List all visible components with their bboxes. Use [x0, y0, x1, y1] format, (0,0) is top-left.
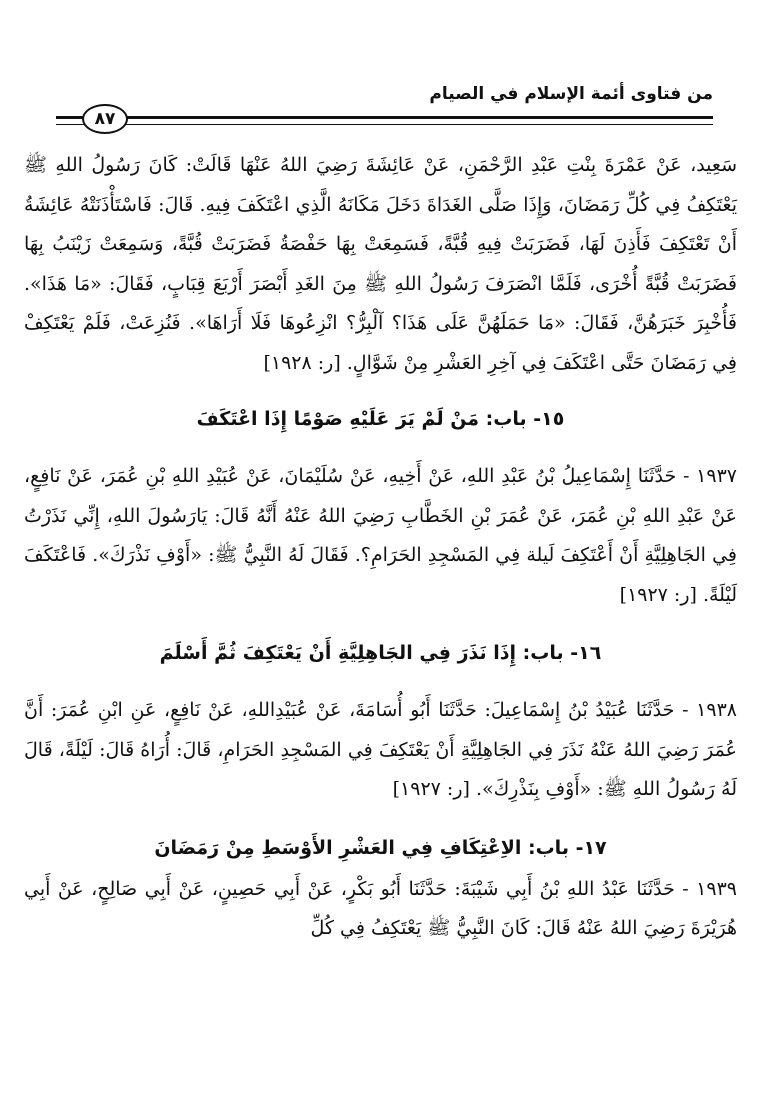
header-rule-thick — [108, 116, 713, 119]
header-rule-left-thin — [56, 124, 86, 125]
chapter-heading: ١٥- باب: مَنْ لَمْ يَرَ عَلَيْهِ صَوْمًا إِذَا اعْتَكَفَ — [196, 408, 565, 430]
header-rule-thin — [108, 124, 713, 125]
page-number-badge: ٨٧ — [82, 104, 128, 134]
hadith-paragraph: ١٩٣٧ - حَدَّثَنَا إِسْمَاعِيلُ بْنُ عَبْدِ اللهِ، عَنْ أَخِيهِ، عَنْ سُلَيْمَانَ، عَنْ عُبَيْدِ اللهِ بْنِ عُمَرَ، عَنْ نَافِعٍ، عَنْ عَبْدِ اللهِ بْنِ عُمَرَ، عَنْ عُمَرَ بْنِ الخَطَّابِ رَضِيَ اللهُ عَنْهُ أَنَّهُ قَالَ: يَارَسُولَ اللهِ، إِنِّي نَذَرْتُ فِي الجَاهِلِيَّةِ أَنْ أَعْتَكِفَ لَيلة فِي المَسْجِدِ الحَرَامِ؟. فَقَالَ لَهُ النَّبِيُّ ﷺ: «أَوْفِ نَذْرَكَ». فَاعْتَكَفَ لَيْلَةً. [ر: ١٩٢٧] — [24, 465, 737, 606]
running-header-title: من فتاوى أئمة الإسلام في الصيام — [429, 84, 713, 104]
chapter-heading: ١٧- باب: الاِعْتِكَافِ فِي العَشْرِ الأَوْسَطِ مِنْ رَمَضَانَ — [154, 836, 607, 859]
hadith-paragraph: ١٩٣٩ - حَدَّثَنَا عَبْدُ اللهِ بْنُ أَبِي شَيْبَةَ: حَدَّثَنَا أَبُو بَكْرٍ، عَنْ أَبِي حَصِينٍ، عَنْ أَبِي صَالِحٍ، عَنْ أَبِي هُرَيْرَةَ رَضِيَ اللهُ عَنْهُ قَالَ: كَانَ النَّبِيُّ ﷺ يَعْتَكِفُ فِي كُلِّ — [24, 877, 737, 939]
page-body — [24, 146, 737, 949]
chapter-heading: ١٦- باب: إِذَا نَذَرَ فِي الجَاهِلِيَّةِ أَنْ يَعْتَكِفَ ثُمَّ أَسْلَمَ — [159, 642, 602, 664]
hadith-paragraph: سَعِيد، عَنْ عَمْرَةَ بِنْتِ عَبْدِ الرَّحْمَنِ، عَنْ عَائِشَةَ رَضِيَ اللهُ عَنْهَا قَالَتْ: كَانَ رَسُولُ اللهِ ﷺ يَعْتَكِفُ فِي كُلِّ رَمَضَانَ، وَإِذَا صَلَّى الغَدَاةَ دَخَلَ مَكَانَهُ الَّذِي اعْتَكَفَ فِيهِ. قَالَ: فَاسْتَأْذَنَتْهُ عَائِشَةُ أَنْ تَعْتَكِفَ فَأَذِنَ لَهَا، فَضَرَبَتْ فِيهِ قُبَّةً، فَسَمِعَتْ بِهَا حَفْصَةُ فَضَرَبَتْ قُبَّةً، وَسَمِعَتْ زَيْنَبُ بِهَا فَضَرَبَتْ قُبَّةً أُخْرَى، فَلَمَّا انْصَرَفَ رَسُولُ اللهِ ﷺ مِنَ الغَدِ أَبْصَرَ أَرْبَعَ قِبَابٍ، فَقَالَ: «مَا هَذَا». فَأُخْبِرَ خَبَرَهُنَّ، فَقَالَ: «مَا حَمَلَهُنَّ عَلَى هَذَا؟ آلْبِرُّ؟ انْزِعُوهَا فَلَا أَرَاهَا». فَنُزِعَتْ، فَلَمْ يَعْتَكِفْ فِي رَمَضَانَ حَتَّى اعْتَكَفَ فِي آخِرِ العَشْرِ مِنْ شَوَّالٍ. [ر: ١٩٢٨] — [24, 154, 737, 374]
hadith-paragraph: ١٩٣٨ - حَدَّثَنَا عُبَيْدُ بْنُ إِسْمَاعِيلَ: حَدَّثَنَا أَبُو أُسَامَةَ، عَنْ عُبَيْدِاللهِ، عَنْ نَافِعٍ، عَنِ ابْنِ عُمَرَ: أَنَّ عُمَرَ رَضِيَ اللهُ عَنْهُ نَذَرَ فِي الجَاهِلِيَّةِ أَنْ يَعْتَكِفَ فِي المَسْجِدِ الحَرَامِ، قَالَ: أُرَاهُ قَالَ: لَيْلَةً، قَالَ لَهُ رَسُولُ اللهِ ﷺ: «أَوْفِ بِنَذْرِكَ». [ر: ١٩٢٧] — [24, 699, 737, 800]
